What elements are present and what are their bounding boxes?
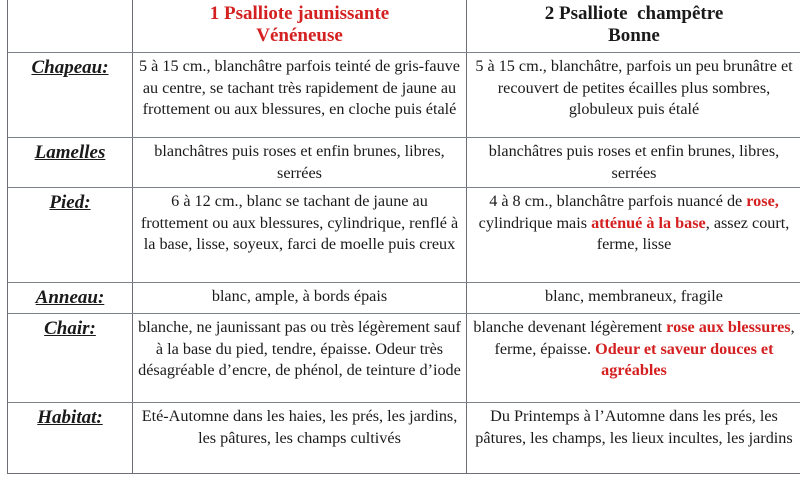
species-2-verdict: Bonne [608,25,660,46]
row-label: Chapeau: [8,53,133,137]
species-1-cell: blanchâtres puis roses et enfin brunes, libres, serrées [133,138,467,187]
row-label: Chair: [8,314,133,402]
highlight-text: rose aux blessures [666,318,791,336]
species-1-cell: 6 à 12 cm., blanc se tachant de jaune au frottement ou aux blessures, cylindrique, renflé à la base, lisse, soyeux, farci de moelle puis creux [133,188,467,282]
comparison-table [7,0,800,474]
row-label: Anneau: [8,283,133,313]
highlight-text: rose, [746,192,779,210]
species-2-cell [467,314,800,402]
row-anneau [8,283,800,314]
species-1-cell: 5 à 15 cm., blanchâtre parfois teinté de gris-fauve au centre, se tachant très rapidement de jaune au frottement ou aux blessures, en cloche puis étalé [133,53,467,137]
species-1-name: 1 Psalliote jaunissante [209,3,390,24]
species-2-cell: blanc, membraneux, fragile [545,287,723,305]
highlight-text: Odeur et saveur douces et agréables [595,339,774,379]
species-1-cell: Eté-Automne dans les haies, les prés, les jardins, les pâtures, les champs cultivés [133,403,467,473]
text-segment: blanche devenant légèrement [473,318,667,336]
header-empty-cell [8,0,133,52]
text-segment: cylindrique mais [478,213,592,232]
row-chair [8,314,800,403]
species-2-name: 2 Psalliote champêtre [544,3,724,24]
row-label: Lamelles [8,138,133,187]
header-row [8,0,800,53]
header-species-1 [133,0,467,52]
text-segment: 4 à 8 cm., blanchâtre parfois nuancé de [489,192,747,210]
species-1-verdict: Vénéneuse [256,25,343,46]
species-2-cell [467,188,800,282]
text-segment: , ferme, épaisse. [494,318,795,358]
row-pied [8,188,800,283]
species-2-cell: Du Printemps à l’Automne dans les prés, les pâtures, les champs, les lieux incultes, les jardins [475,407,793,447]
text-segment: , assez court, ferme, lisse [596,213,790,253]
row-chapeau [8,53,800,138]
row-lamelles [8,138,800,188]
species-1-cell: blanc, ample, à bords épais [133,283,467,313]
species-2-cell: 5 à 15 cm., blanchâtre, parfois un peu brunâtre et recouvert de petites écailles plus sombres, globuleux puis étalé [475,57,793,118]
row-label: Habitat: [8,403,133,473]
header-species-2 [467,0,800,52]
highlight-text: atténué à la base [591,213,706,232]
row-label: Pied: [8,188,133,282]
species-2-cell: blanchâtres puis roses et enfin brunes, libres, serrées [488,142,780,182]
species-1-cell: blanche, ne jaunissant pas ou très légèrement sauf à la base du pied, tendre, épaisse. Odeur très désagréable d’encre, de phénol, de teinture d’iode [133,314,467,402]
row-habitat [8,403,800,473]
